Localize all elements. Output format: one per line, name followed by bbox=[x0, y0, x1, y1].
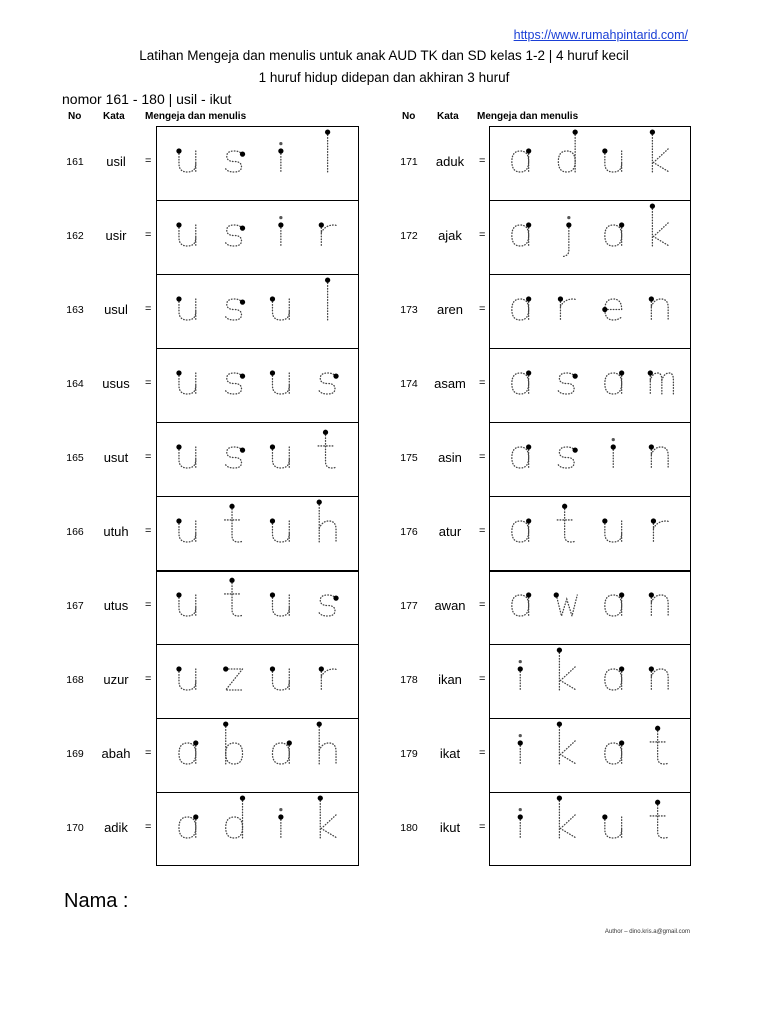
traced-letter-s bbox=[226, 373, 245, 394]
page-title-line2: 1 huruf hidup didepan dan akhiran 3 huruf bbox=[258, 70, 510, 85]
row-word: usil bbox=[106, 154, 126, 169]
traced-letter-k bbox=[557, 721, 576, 764]
traced-letter-s bbox=[226, 225, 245, 246]
traced-letter-z bbox=[223, 666, 242, 690]
traced-letter-i bbox=[278, 142, 283, 172]
equals-sign: = bbox=[145, 229, 152, 241]
equals-sign: = bbox=[479, 451, 486, 463]
row-word: atur bbox=[438, 524, 462, 539]
traced-letter-a bbox=[605, 740, 624, 764]
traced-letter-s bbox=[226, 151, 245, 172]
tracing-cell[interactable] bbox=[489, 496, 691, 570]
traced-letter-u bbox=[176, 444, 195, 468]
traced-letter-b bbox=[223, 721, 242, 764]
traced-letter-i bbox=[518, 808, 523, 838]
tracing-cell[interactable] bbox=[489, 792, 691, 866]
row-number: 178 bbox=[400, 674, 418, 686]
page-subtitle: nomor 161 - 180 | usil - ikut bbox=[62, 91, 232, 107]
row-word: ikut bbox=[439, 820, 461, 835]
traced-letter-i bbox=[518, 734, 523, 764]
traced-letter-m bbox=[648, 370, 674, 394]
col-header-kata-right: Kata bbox=[437, 111, 459, 122]
traced-letter-n bbox=[649, 592, 668, 616]
traced-letter-u bbox=[270, 444, 289, 468]
traced-letter-u bbox=[270, 518, 289, 542]
row-number: 179 bbox=[400, 748, 418, 760]
row-number: 173 bbox=[400, 304, 418, 316]
traced-letter-e bbox=[602, 299, 621, 320]
tracing-cell[interactable] bbox=[156, 126, 359, 200]
row-word: usul bbox=[104, 302, 128, 317]
row-number: 162 bbox=[66, 230, 84, 242]
traced-letter-k bbox=[650, 129, 669, 172]
equals-sign: = bbox=[145, 747, 152, 759]
row-number: 166 bbox=[66, 526, 84, 538]
tracing-cell[interactable] bbox=[156, 496, 359, 570]
traced-letter-a bbox=[512, 518, 531, 542]
tracing-cell[interactable] bbox=[489, 718, 691, 792]
traced-letter-n bbox=[649, 296, 668, 320]
traced-letter-a bbox=[512, 444, 531, 468]
equals-sign: = bbox=[479, 673, 486, 685]
traced-letter-t bbox=[557, 504, 575, 542]
row-word: asin bbox=[438, 450, 462, 465]
traced-letter-s bbox=[226, 447, 245, 468]
row-number: 164 bbox=[66, 378, 84, 390]
traced-letter-i bbox=[518, 660, 523, 690]
traced-letter-a bbox=[512, 592, 531, 616]
row-word: aduk bbox=[435, 154, 465, 169]
equals-sign: = bbox=[145, 303, 152, 315]
author-credit: Author – dino.kris.a@gmail.com bbox=[604, 929, 690, 935]
row-word: awan bbox=[434, 598, 466, 613]
tracing-cell[interactable] bbox=[489, 644, 691, 718]
row-number: 171 bbox=[400, 156, 418, 168]
traced-letter-a bbox=[272, 740, 291, 764]
row-number: 161 bbox=[66, 156, 84, 168]
traced-letter-a bbox=[605, 222, 624, 246]
traced-letter-u bbox=[270, 296, 289, 320]
row-number: 170 bbox=[66, 822, 84, 834]
row-word: ajak bbox=[438, 228, 462, 243]
tracing-cell[interactable] bbox=[156, 718, 359, 792]
traced-letter-t bbox=[318, 430, 336, 468]
traced-letter-u bbox=[176, 592, 195, 616]
row-word: utuh bbox=[103, 524, 129, 539]
traced-letter-r bbox=[651, 518, 669, 542]
traced-letter-u bbox=[270, 592, 289, 616]
equals-sign: = bbox=[145, 155, 152, 167]
row-number: 165 bbox=[66, 452, 84, 464]
traced-letter-u bbox=[270, 666, 289, 690]
equals-sign: = bbox=[145, 377, 152, 389]
traced-letter-u bbox=[176, 518, 195, 542]
traced-letter-s bbox=[226, 299, 245, 320]
row-word: adik bbox=[104, 820, 128, 835]
equals-sign: = bbox=[479, 377, 486, 389]
traced-letter-a bbox=[512, 296, 531, 320]
row-word: usut bbox=[103, 450, 129, 465]
equals-sign: = bbox=[145, 525, 152, 537]
traced-letter-a bbox=[605, 666, 624, 690]
traced-letter-u bbox=[176, 296, 195, 320]
traced-letter-r bbox=[558, 296, 576, 320]
row-number: 175 bbox=[400, 452, 418, 464]
equals-sign: = bbox=[145, 673, 152, 685]
traced-letter-a bbox=[512, 148, 531, 172]
tracing-cell[interactable] bbox=[489, 348, 691, 422]
traced-letter-a bbox=[179, 740, 198, 764]
equals-sign: = bbox=[479, 525, 486, 537]
tracing-cell[interactable] bbox=[489, 422, 691, 496]
row-word: ikan bbox=[438, 672, 462, 687]
traced-letter-i bbox=[611, 438, 616, 468]
tracing-cell[interactable] bbox=[156, 570, 359, 644]
traced-letter-a bbox=[605, 592, 624, 616]
traced-letter-n bbox=[649, 444, 668, 468]
equals-sign: = bbox=[479, 155, 486, 167]
equals-sign: = bbox=[479, 599, 486, 611]
traced-letter-u bbox=[270, 370, 289, 394]
traced-letter-l bbox=[325, 277, 330, 320]
traced-letter-t bbox=[225, 578, 243, 616]
traced-letter-s bbox=[319, 373, 338, 394]
traced-letter-d bbox=[226, 795, 245, 838]
row-number: 177 bbox=[400, 600, 418, 612]
row-number: 176 bbox=[400, 526, 418, 538]
row-number: 167 bbox=[66, 600, 84, 612]
row-number: 169 bbox=[66, 748, 84, 760]
traced-letter-i bbox=[278, 808, 283, 838]
row-word: aren bbox=[436, 302, 464, 317]
equals-sign: = bbox=[145, 451, 152, 463]
tracing-cell[interactable] bbox=[156, 644, 359, 718]
traced-letter-t bbox=[225, 504, 243, 542]
traced-letter-k bbox=[650, 203, 669, 246]
traced-letter-s bbox=[558, 447, 577, 468]
tracing-cell[interactable] bbox=[489, 274, 691, 348]
traced-letter-a bbox=[512, 222, 531, 246]
tracing-cell[interactable] bbox=[156, 348, 359, 422]
tracing-cell[interactable] bbox=[489, 200, 691, 274]
col-header-mengeja: Mengeja dan menulis bbox=[145, 111, 247, 122]
traced-letter-u bbox=[602, 148, 621, 172]
traced-letter-a bbox=[605, 370, 624, 394]
traced-letter-k bbox=[557, 795, 576, 838]
row-word: uzur bbox=[103, 672, 129, 687]
page-title: Latihan Mengeja dan menulis untuk anak AUD TK dan SD kelas 1-2 | 4 huruf kecil bbox=[139, 48, 629, 63]
traced-letter-a bbox=[179, 814, 198, 838]
tracing-cell[interactable] bbox=[156, 422, 359, 496]
row-word: usus bbox=[102, 376, 130, 391]
traced-letter-i bbox=[278, 216, 283, 246]
traced-letter-t bbox=[650, 800, 668, 838]
col-header-kata: Kata bbox=[103, 111, 125, 122]
traced-letter-w bbox=[554, 592, 578, 616]
row-number: 163 bbox=[66, 304, 84, 316]
traced-letter-s bbox=[558, 373, 577, 394]
website-link[interactable]: https://www.rumahpintarid.com/ bbox=[513, 28, 688, 42]
row-number: 180 bbox=[400, 822, 418, 834]
row-word: abah bbox=[101, 746, 131, 761]
tracing-cell[interactable] bbox=[489, 126, 691, 200]
traced-letter-k bbox=[557, 647, 576, 690]
col-header-no-right: No bbox=[402, 111, 416, 122]
traced-letter-r bbox=[319, 666, 337, 690]
traced-letter-u bbox=[602, 518, 621, 542]
traced-letter-t bbox=[650, 726, 668, 764]
traced-letter-n bbox=[649, 666, 668, 690]
traced-letter-u bbox=[176, 370, 195, 394]
traced-letter-s bbox=[319, 595, 338, 616]
col-header-no: No bbox=[68, 111, 82, 122]
equals-sign: = bbox=[479, 821, 486, 833]
row-word: utus bbox=[103, 598, 129, 613]
tracing-cell[interactable] bbox=[156, 274, 359, 348]
traced-letter-h bbox=[317, 721, 336, 764]
equals-sign: = bbox=[479, 747, 486, 759]
equals-sign: = bbox=[479, 303, 486, 315]
equals-sign: = bbox=[145, 599, 152, 611]
traced-letter-l bbox=[325, 129, 330, 172]
row-number: 168 bbox=[66, 674, 84, 686]
traced-letter-u bbox=[602, 814, 621, 838]
col-header-mengeja-right: Mengeja dan menulis bbox=[477, 111, 579, 122]
traced-letter-d bbox=[558, 129, 577, 172]
traced-letter-h bbox=[317, 499, 336, 542]
traced-letter-r bbox=[319, 222, 337, 246]
tracing-cell[interactable] bbox=[156, 200, 359, 274]
row-word: asam bbox=[434, 376, 466, 391]
traced-letter-a bbox=[512, 370, 531, 394]
row-word: usir bbox=[105, 228, 127, 243]
row-word: ikat bbox=[439, 746, 461, 761]
traced-letter-k bbox=[318, 795, 337, 838]
row-number: 174 bbox=[400, 378, 418, 390]
traced-letter-u bbox=[176, 222, 195, 246]
traced-letter-u bbox=[176, 666, 195, 690]
name-label: Nama : bbox=[64, 890, 129, 912]
tracing-cell[interactable] bbox=[489, 570, 691, 644]
tracing-cell[interactable] bbox=[156, 792, 359, 866]
traced-letter-u bbox=[176, 148, 195, 172]
equals-sign: = bbox=[145, 821, 152, 833]
traced-letter-j bbox=[562, 216, 572, 256]
row-number: 172 bbox=[400, 230, 418, 242]
equals-sign: = bbox=[479, 229, 486, 241]
